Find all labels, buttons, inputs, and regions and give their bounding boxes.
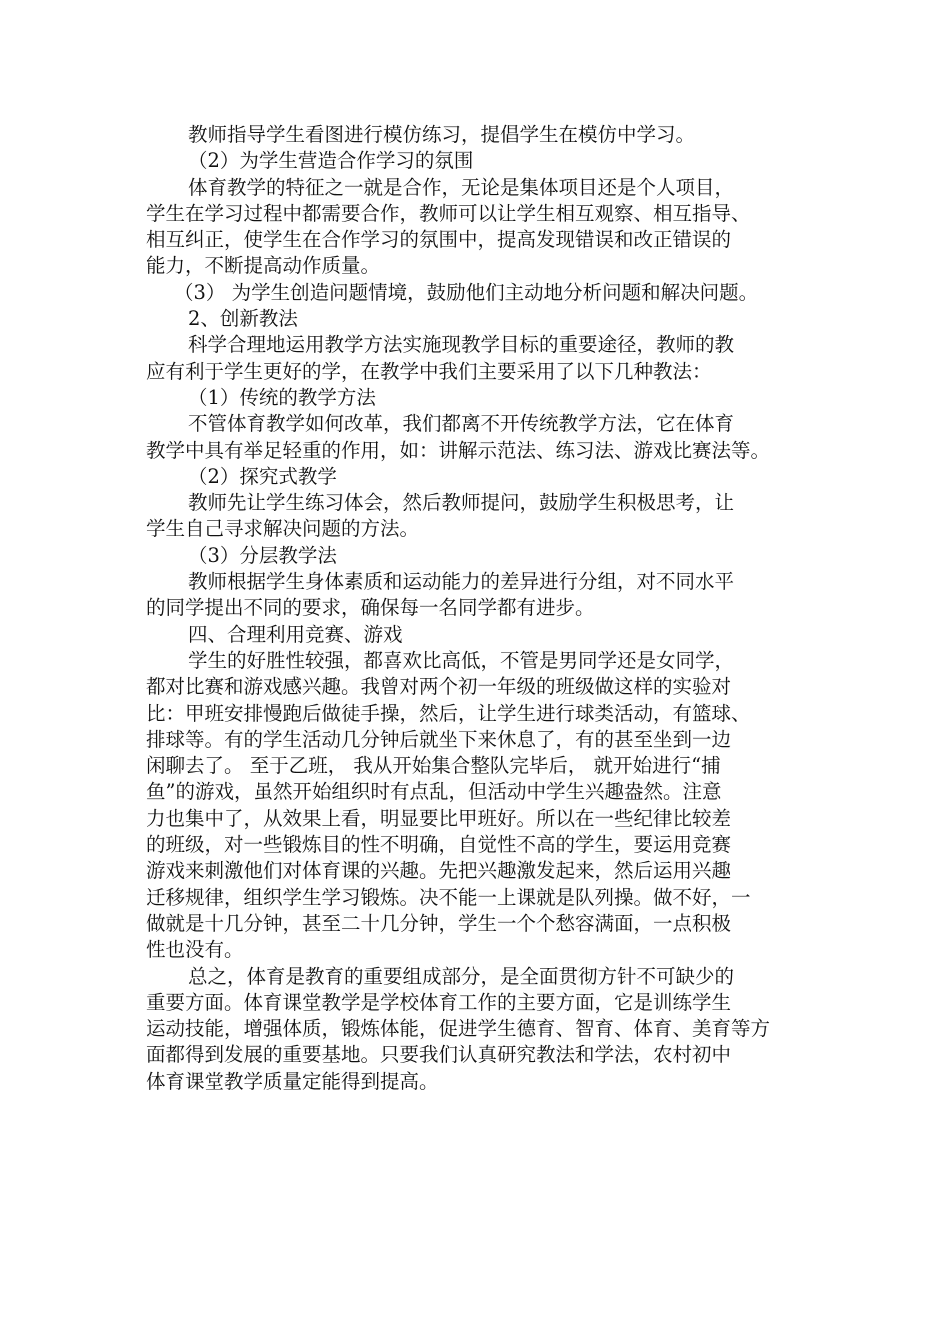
text-line: （2）为学生营造合作学习的氛围 (188, 149, 474, 173)
text-line: 教师指导学生看图进行模仿练习，提倡学生在模仿中学习。 (188, 123, 696, 146)
text-line: 四、合理利用竞赛、游戏 (188, 622, 403, 646)
text-line: 游戏来刺激他们对体育课的兴趣。先把兴趣激发起来，然后运用兴趣 (146, 859, 732, 883)
text-line: 2、创新教法 (188, 307, 298, 331)
text-line: 比：甲班安排慢跑后做徒手操，然后，让学生进行球类活动，有篮球、 (146, 701, 751, 725)
text-line: 性也没有。 (146, 938, 244, 962)
text-line: （1）传统的教学方法 (188, 385, 376, 409)
text-line: 学生在学习过程中都需要合作，教师可以让学生相互观察、相互指导、 (146, 201, 751, 225)
text-line: 运动技能，增强体质，锻炼体能，促进学生德育、智育、体育、美育等方 (146, 1017, 771, 1041)
text-line: 都对比赛和游戏感兴趣。我曾对两个初一年级的班级做这样的实验对 (146, 675, 732, 699)
text-line: 闲聊去了。 至于乙班， 我从开始集合整队完毕后， 就开始进行“捕 (146, 754, 721, 778)
text-line: 体育教学的特征之一就是合作，无论是集体项目还是个人项目， (188, 175, 735, 199)
text-line: （3） 为学生创造问题情境，鼓励他们主动地分析问题和解决问题。 (174, 280, 759, 304)
text-line: 重要方面。体育课堂教学是学校体育工作的主要方面，它是训练学生 (146, 990, 732, 1014)
text-line: 教学中具有举足轻重的作用，如：讲解示范法、练习法、游戏比赛法等。 (146, 438, 771, 462)
text-line: 教师先让学生练习体会，然后教师提问，鼓励学生积极思考，让 (188, 491, 735, 515)
text-line: 做就是十几分钟，甚至二十几分钟，学生一个个愁容满面，一点积极 (146, 911, 732, 935)
text-line: （2）探究式教学 (188, 464, 337, 488)
text-line: 科学合理地运用教学方法实施现教学目标的重要途径，教师的教 (188, 333, 735, 357)
text-line: 能力，不断提高动作质量。 (146, 254, 381, 278)
text-line: 体育课堂教学质量定能得到提高。 (146, 1069, 439, 1093)
text-line: 迁移规律，组织学生学习锻炼。决不能一上课就是队列操。做不好，一 (146, 885, 751, 909)
text-line: 的班级，对一些锻炼目的性不明确，自觉性不高的学生，要运用竞赛 (146, 833, 732, 857)
document-body (146, 122, 826, 1095)
text-line: 鱼”的游戏，虽然开始组织时有点乱，但活动中学生兴趣盎然。注意 (146, 780, 722, 804)
text-line: 学生自己寻求解决问题的方法。 (146, 517, 420, 541)
text-line: 教师根据学生身体素质和运动能力的差异进行分组，对不同水平 (188, 570, 735, 594)
text-line: 面都得到发展的重要基地。只要我们认真研究教法和学法，农村初中 (146, 1043, 732, 1067)
text-line: 排球等。有的学生活动几分钟后就坐下来休息了，有的甚至坐到一边 (146, 727, 732, 751)
text-line: 学生的好胜性较强，都喜欢比高低，不管是男同学还是女同学， (188, 648, 735, 672)
text-line: 不管体育教学如何改革，我们都离不开传统教学方法，它在体育 (188, 412, 735, 436)
text-line: 总之，体育是教育的重要组成部分，是全面贯彻方针不可缺少的 (188, 964, 735, 988)
text-line: （3）分层教学法 (188, 543, 337, 567)
text-line: 相互纠正，使学生在合作学习的氛围中，提高发现错误和改正错误的 (146, 228, 732, 252)
text-line: 应有利于学生更好的学，在教学中我们主要采用了以下几种教法： (146, 359, 712, 383)
text-line: 力也集中了，从效果上看，明显要比甲班好。所以在一些纪律比较差 (146, 806, 732, 830)
text-line: 的同学提出不同的要求，确保每一名同学都有进步。 (146, 596, 595, 620)
